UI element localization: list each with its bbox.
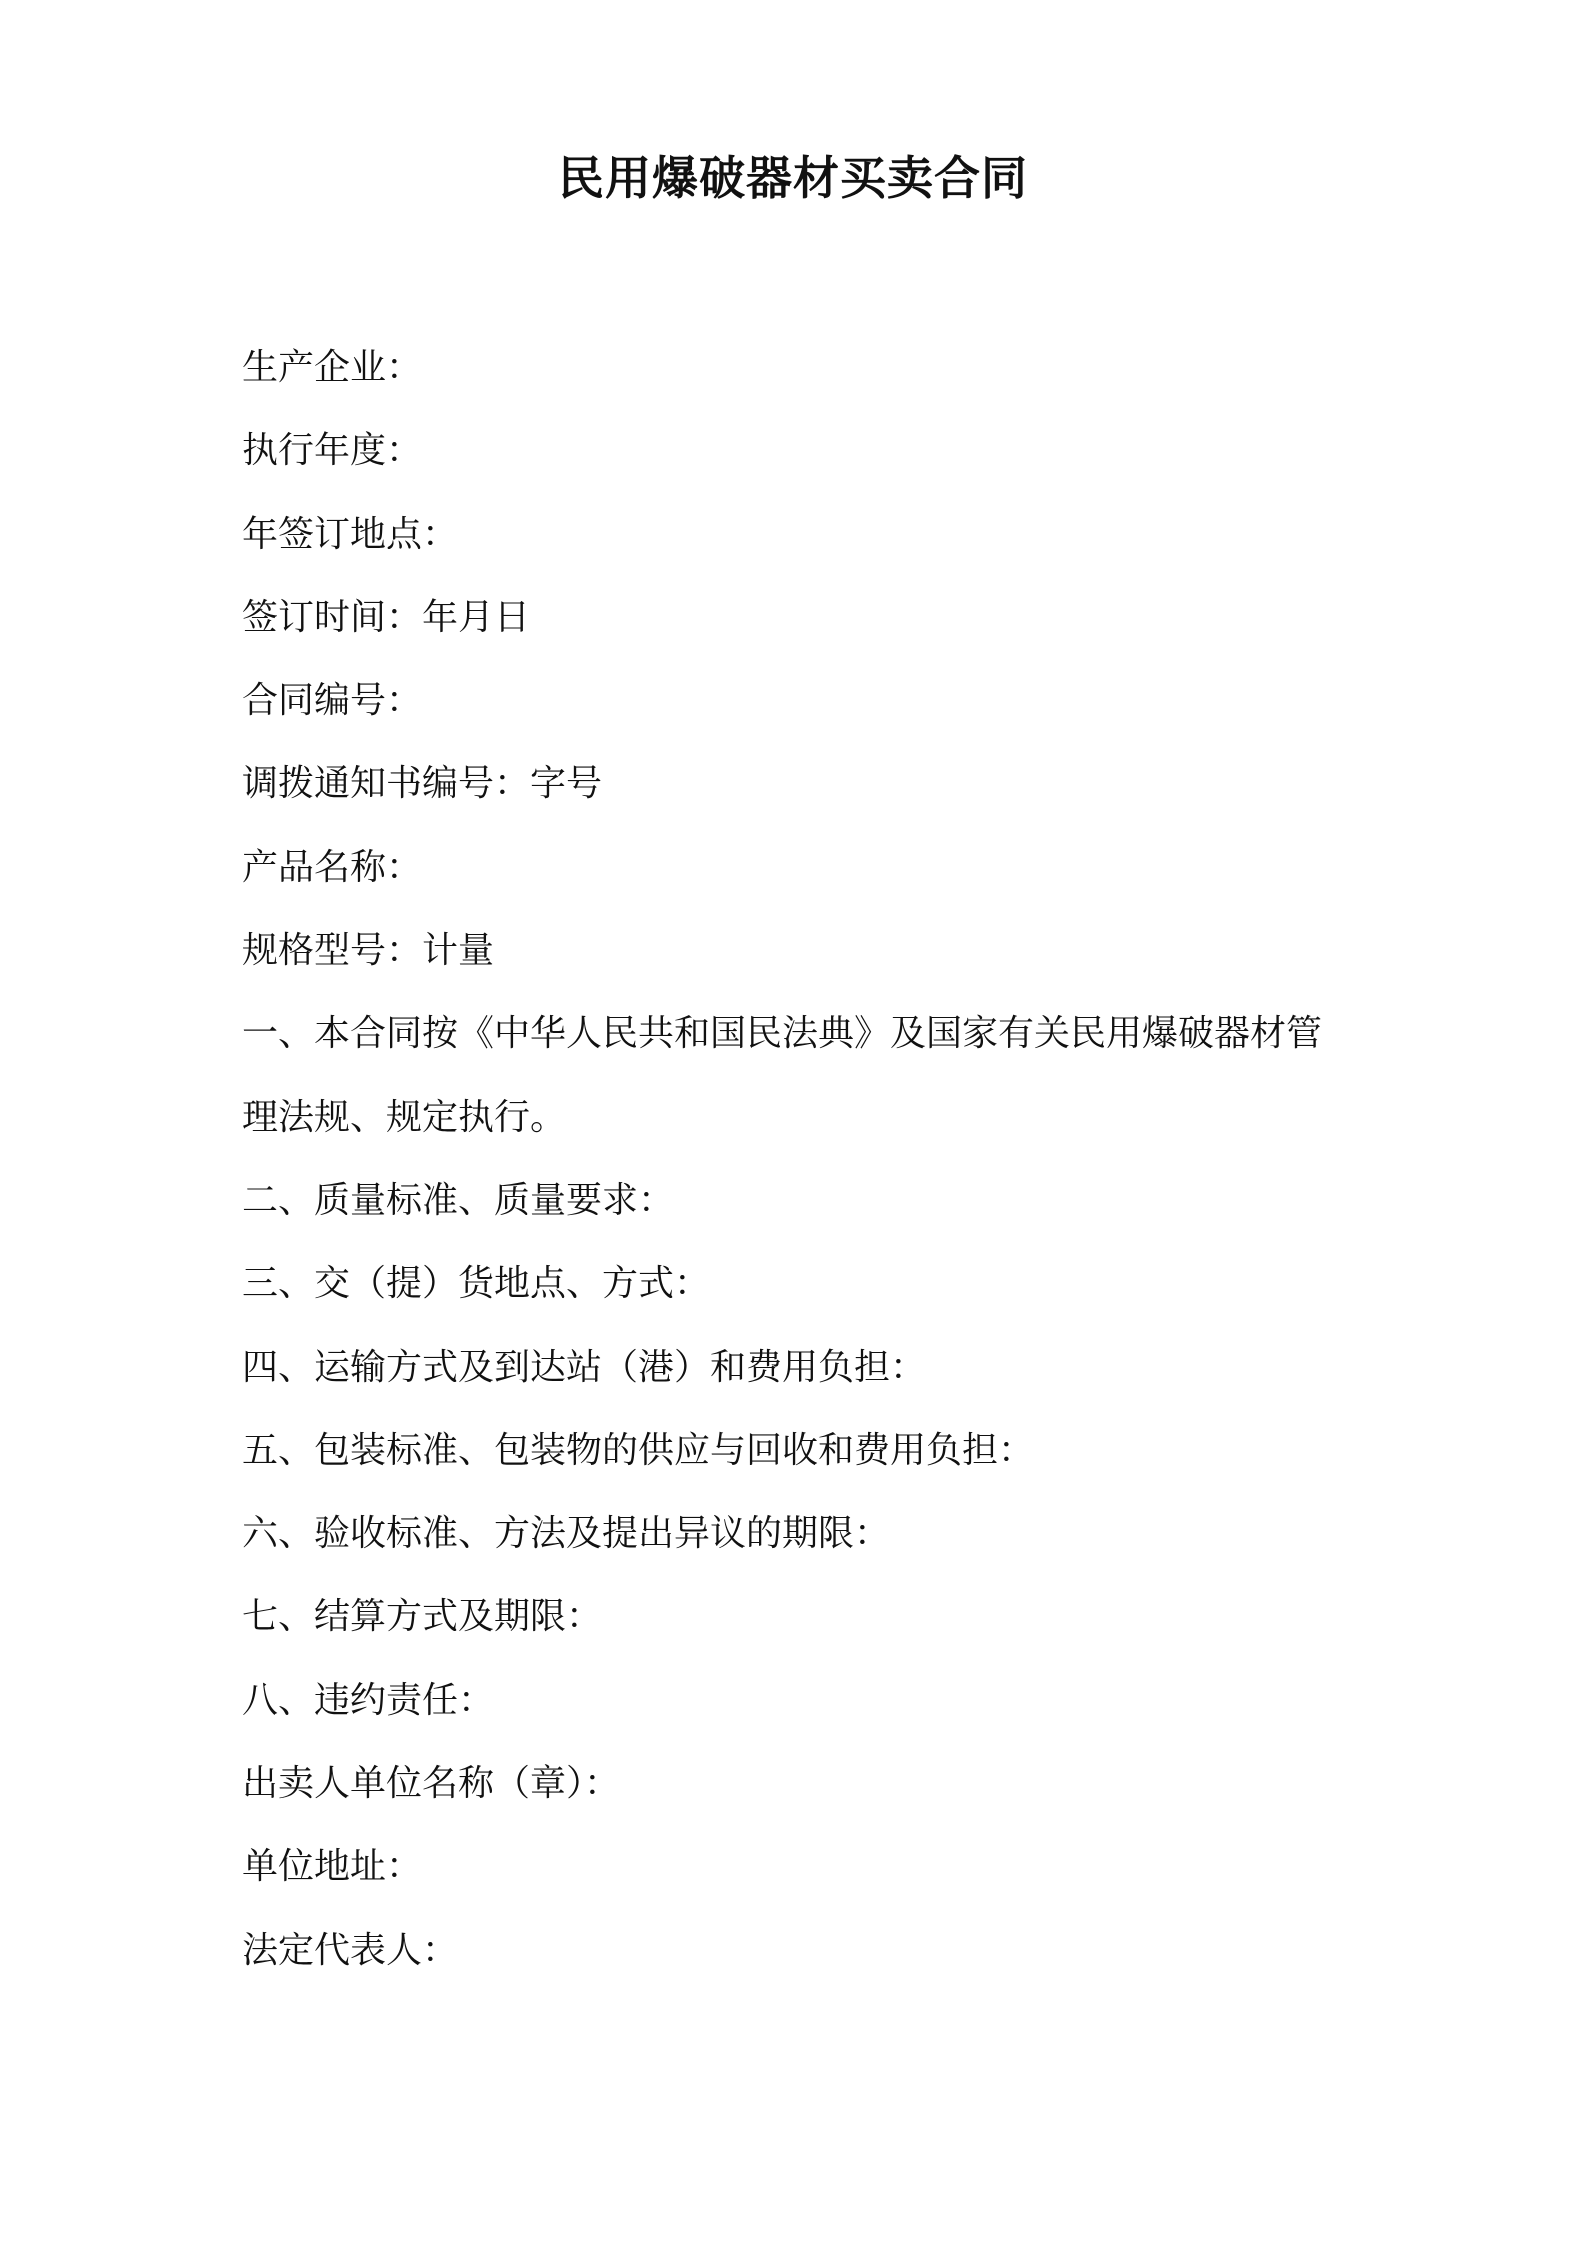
field-specification-model: 规格型号：计量 — [242, 930, 495, 972]
field-seller-name: 出卖人单位名称（章）： — [242, 1763, 621, 1805]
field-execution-year: 执行年度： — [242, 430, 423, 472]
field-legal-representative: 法定代表人： — [242, 1929, 459, 1971]
field-allocation-notice-number: 调拨通知书编号：字号 — [242, 763, 603, 805]
clause-5-packaging: 五、包装标准、包装物的供应与回收和费用负担： — [242, 1429, 1035, 1471]
document-title: 民用爆破器材买卖合同 — [558, 151, 1028, 205]
field-signing-place: 年签订地点： — [242, 513, 459, 555]
clause-1-line-2: 理法规、规定执行。 — [242, 1096, 567, 1138]
clause-8-liability: 八、违约责任： — [242, 1679, 495, 1721]
clause-3-delivery: 三、交（提）货地点、方式： — [242, 1263, 711, 1305]
field-product-name: 产品名称： — [242, 846, 423, 888]
clause-7-settlement: 七、结算方式及期限： — [242, 1596, 603, 1638]
clause-1-line-1: 一、本合同按《中华人民共和国民法典》及国家有关民用爆破器材管 — [242, 1013, 1323, 1055]
field-contract-number: 合同编号： — [242, 680, 423, 722]
field-manufacturer: 生产企业： — [242, 347, 423, 388]
field-signing-date: 签订时间：年月日 — [242, 596, 531, 638]
contract-body — [242, 333, 1382, 1999]
clause-4-transport: 四、运输方式及到达站（港）和费用负担： — [242, 1346, 927, 1388]
field-seller-address: 单位地址： — [242, 1846, 423, 1888]
clause-6-acceptance: 六、验收标准、方法及提出异议的期限： — [242, 1513, 891, 1555]
clause-2-quality: 二、质量标准、质量要求： — [242, 1179, 675, 1221]
